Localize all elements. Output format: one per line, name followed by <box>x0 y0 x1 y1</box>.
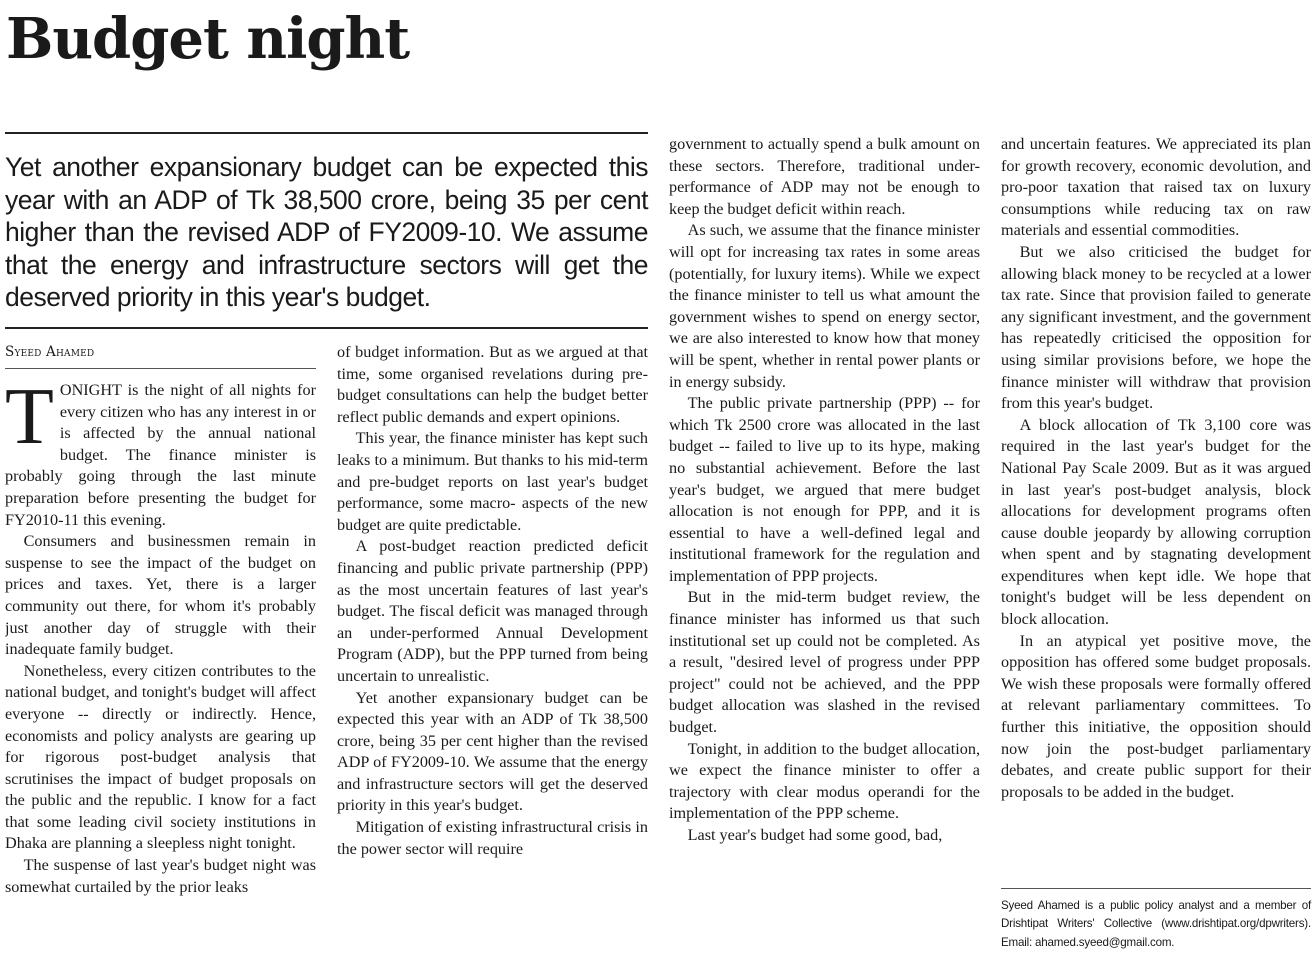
drop-cap: T <box>5 380 54 461</box>
bio-rule <box>1001 888 1311 889</box>
lead-caps: ONIGHT <box>59 381 122 399</box>
column-4 <box>1001 134 1311 882</box>
paragraph: Consumers and businessmen remain in suspense to see the impact of the budget on prices and taxes. Yet, there is a larger community out there, for whom it's probably just another day of struggle with their inadequate family budget. <box>5 532 316 659</box>
paragraph: A post-budget reaction predicted deficit financing and public private partnership (PPP) as the most uncertain features of last year's budget. The fiscal deficit was managed through an under-performed Annual Development Program (ADP), but the PPP turned from being uncertain to unrealistic. <box>337 537 648 685</box>
byline-rule <box>5 368 316 369</box>
paragraph-continued: and uncertain features. We appreciated its plan for growth recovery, economic devolution, and pro-poor taxation that raised tax on luxury consumptions while reducing tax on raw materials and essential commodities. <box>1001 135 1311 240</box>
paragraph: Yet another expansionary budget can be expected this year with an ADP of Tk 38,500 crore, being 35 per cent higher than the revised ADP of FY2009-10. We assume that the energy and infrastructure sectors will get the deserved priority in this year's budget. <box>337 688 648 815</box>
paragraph: Mitigation of existing infrastructural crisis in the power sector will require <box>337 818 648 858</box>
standfirst: Yet another expansionary budget can be expected this year with an ADP of Tk 38,500 crore, being 35 per cent higher than the revised ADP of FY2009-10. We assume that the energy and infrastructure sectors will get the deserved priority in this year's budget. <box>5 152 648 312</box>
paragraph: But we also criticised the budget for allowing black money to be recycled at a lower tax rate. Since that provision failed to generate any significant investment, and the government has repeatedly criticised the opposition for using similar provisions before, we hope the finance minister will withdraw that provision from this year's budget. <box>1001 242 1311 413</box>
author-bio: Syeed Ahamed is a public policy analyst and a member of Drishtipat Writers' Collective (www.drishtipat.org/dpwriters). Email: ahamed.syeed@gmail.com. <box>1001 899 1311 949</box>
headline: Budget night <box>6 6 410 72</box>
column-2 <box>337 342 648 954</box>
column-1 <box>5 380 316 954</box>
paragraph: As such, we assume that the finance minister will opt for increasing tax rates in some areas (potentially, for luxury items). While we expect the finance minister to tell us what amount the government wishes to spend on energy sector, we are also interested to know how that money will be spent, whether in rental power plants or in energy subsidy. <box>669 221 980 391</box>
byline: Syeed Ahamed <box>5 344 95 360</box>
lead-text: is the night of all nights for every citizen who has any interest in or is affected by the annual national budget. The finance minister is probably going through the last minute preparation before presenting the budget for FY2010-11 this evening. <box>5 381 316 529</box>
paragraph-continued: of budget information. But as we argued at that time, some organised revelations during pre-budget consultations can help the budget better reflect public demands and expert opinions. <box>337 343 648 426</box>
standfirst-bottom-rule <box>5 327 648 329</box>
paragraph: In an atypical yet positive move, the opposition has offered some budget proposals. We wish these proposals were formally offered at relevant parliamentary committees. To further this initiative, the opposition should now join the post-budget parliamentary debates, and create public support for their proposals to be added in the budget. <box>1001 631 1311 801</box>
paragraph: Tonight, in addition to the budget allocation, we expect the finance minister to offer a trajectory with clear modus operandi for the implementation of the PPP scheme. <box>669 739 980 823</box>
paragraph: Last year's budget had some good, bad, <box>687 826 943 844</box>
paragraph: The suspense of last year's budget night was somewhat curtailed by the prior leaks <box>5 856 316 896</box>
paragraph: A block allocation of Tk 3,100 core was required in the last year's budget for the National Pay Scale 2009. But as it was argued in last year's post-budget analysis, block allocations for development programs often cause double jeopardy by allowing corruption when spent and by stagnating development expenditures when kept idle. We hope that tonight's budget will be less dependent on block allocation. <box>1001 415 1311 629</box>
lead-paragraph <box>5 380 316 531</box>
standfirst-top-rule <box>5 132 648 134</box>
paragraph: This year, the finance minister has kept such leaks to a minimum. But thanks to his mid-term and pre-budget reports on last year's budget performance, some macro- aspects of the new budget are quite predictable. <box>337 429 648 534</box>
paragraph: The public private partnership (PPP) -- for which Tk 2500 crore was allocated in the last budget -- failed to live up to its hype, making no substantial achievement. Before the last year's budget, we argued that mere budget allocation is not enough for PPP, and it is essential to have a well-defined legal and institutional framework for the regulation and implementation of PPP projects. <box>669 394 980 585</box>
paragraph: But in the mid-term budget review, the finance minister has informed us that such institutional set up could not be completed. As a result, "desired level of progress under PPP project" could not be achieved, and the PPP budget allocation was slashed in the revised budget. <box>669 588 980 737</box>
column-3 <box>669 134 980 954</box>
paragraph: Nonetheless, every citizen contributes to the national budget, and tonight's budget will affect everyone -- directly or indirectly. Hence, economists and policy analysts are gearing up for rigorous post-budget analysis that scrutinises the impact of budget proposals on the public and the republic. I know for a fact that some leading civil society institutions in Dhaka are planning a sleepless night tonight. <box>5 661 316 853</box>
paragraph-continued: government to actually spend a bulk amount on these sectors. Therefore, traditional under-performance of ADP may not be enough to keep the budget deficit within reach. <box>669 135 980 218</box>
